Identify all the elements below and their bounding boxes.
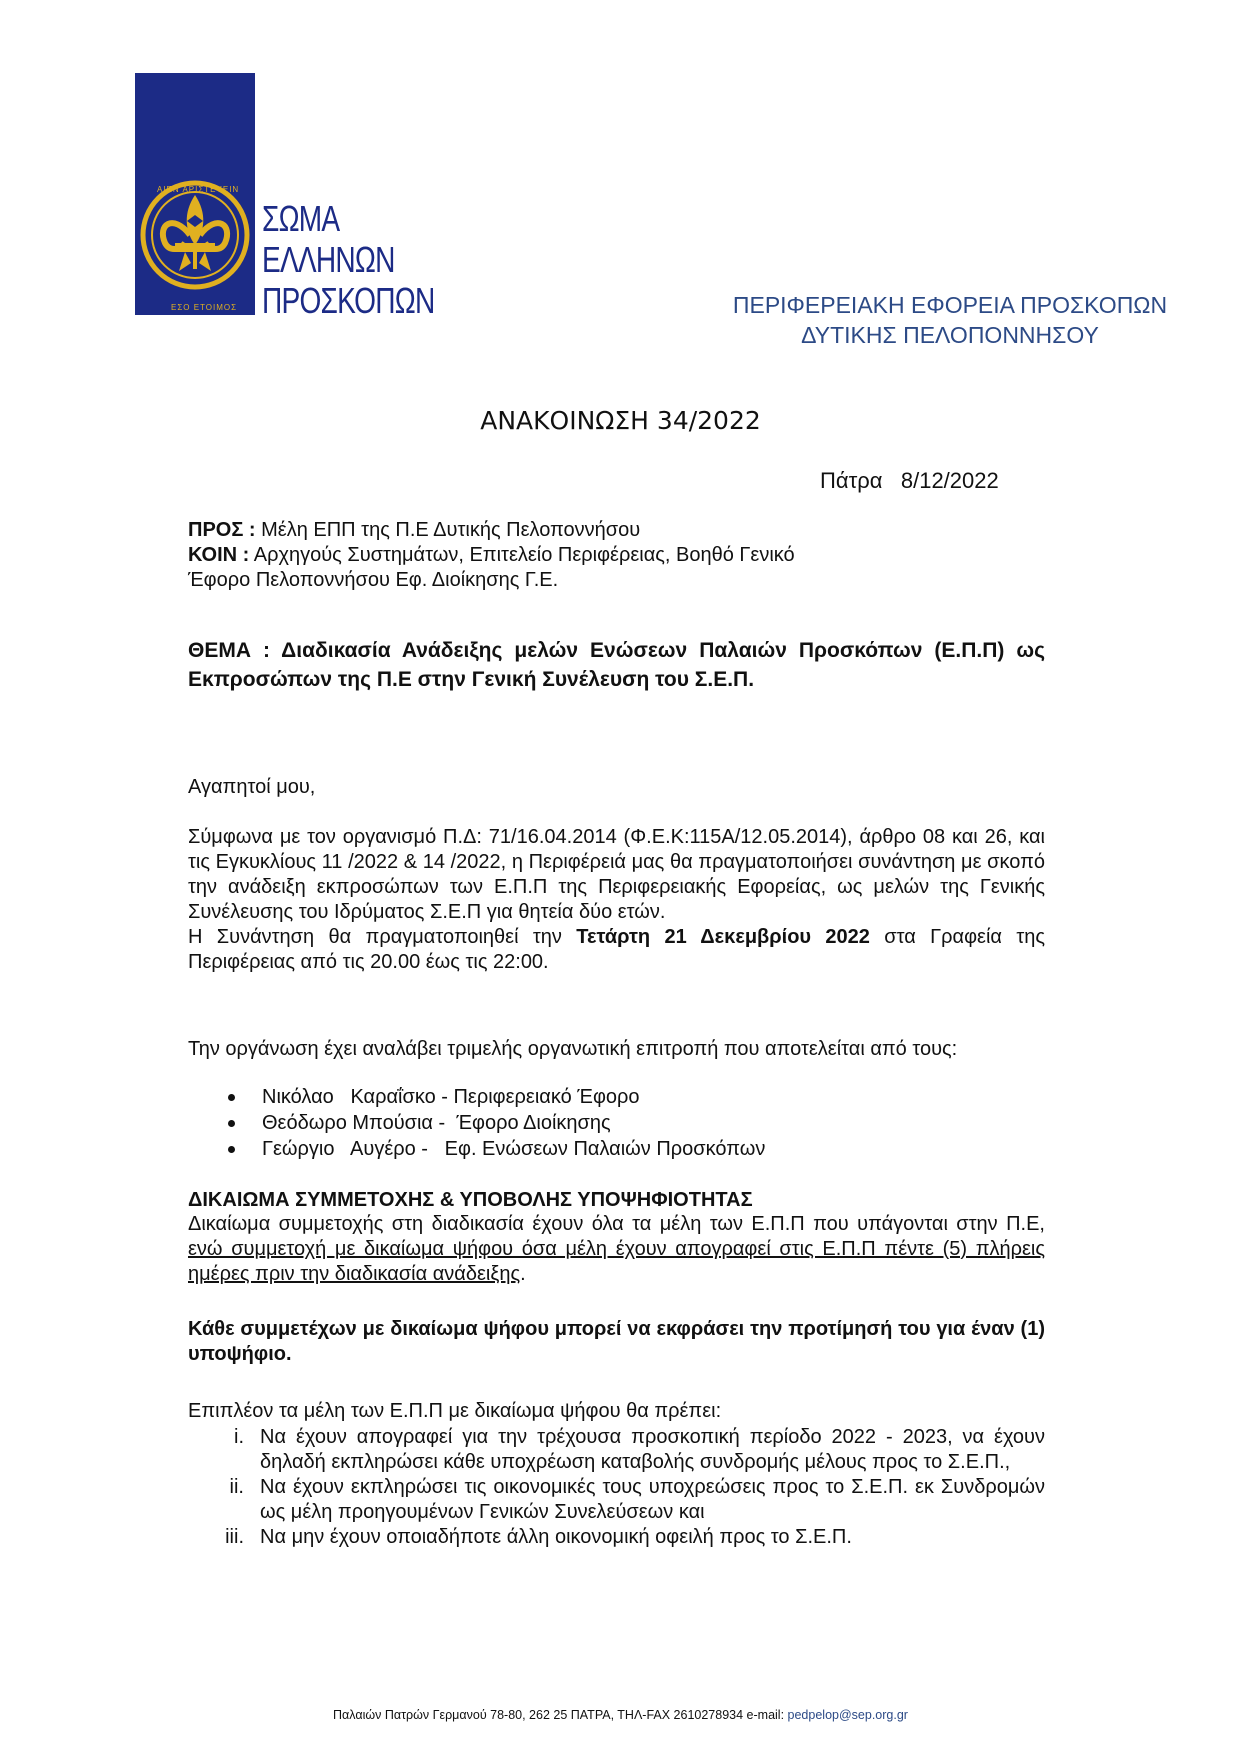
bullet-icon [228, 1120, 235, 1127]
greeting: Αγαπητοί μου, [188, 776, 316, 798]
logo-line-2: ΕΛΛΗΝΩΝ [262, 239, 395, 280]
logo-motto-bottom: ΕΣΟ ΕΤΟΙΜΟΣ [171, 303, 238, 312]
document-date: Πάτρα 8/12/2022 [820, 468, 999, 493]
paragraph-meeting-text-c: στα Γραφεία της Περιφέρειας από τις 20.00 έως τις 22:00. [188, 926, 1045, 973]
recipient-to-label: ΠΡΟΣ : [188, 519, 256, 541]
footer-address: Παλαιών Πατρών Γερμανού 78-80, 262 25 ΠΑΤΡΑ, ΤΗΛ-FAX 2610278934 e-mail: [333, 1708, 788, 1722]
committee-list [228, 1084, 765, 1162]
paragraph-committee: Την οργάνωση έχει αναλάβει τριμελής οργανωτική επιτροπή που αποτελείται από τους: [188, 1038, 958, 1060]
recipient-cc-label: ΚΟΙΝ : [188, 544, 250, 566]
recipient-to-row [188, 518, 1045, 543]
list-number: ii. [229, 1476, 244, 1498]
requirement-text: Να έχουν απογραφεί για την τρέχουσα προσκοπική περίοδο 2022 - 2023, να έχουν δηλαδή εκπληρώσει κάθε υποχρέωση καταβολής συνδρομής μέλους προς το Σ.Ε.Π., [260, 1426, 1045, 1473]
requirement-text: Να έχουν εκπληρώσει τις οικονομικές τους υποχρεώσεις προς το Σ.Ε.Π. εκ Συνδρομών ως μέλη προηγουμένων Γενικών Συνελεύσεων και [260, 1476, 1045, 1523]
logo-line-3: ΠΡΟΣΚΟΠΩΝ [262, 280, 435, 321]
fleur-de-lis-icon [135, 173, 255, 313]
announcement-title: ΑΝΑΚΟΙΝΩΣΗ 34/2022 [480, 406, 761, 435]
footer-email-link[interactable]: pedpelop@sep.org.gr [787, 1708, 908, 1722]
footer-contact [0, 1708, 1241, 1722]
recipient-cc-text: Αρχηγούς Συστημάτων, Επιτελείο Περιφέρειας, Βοηθό Γενικό [253, 544, 795, 566]
rights-text-end: . [520, 1263, 526, 1285]
paragraph-meeting-text-a: Σύμφωνα με τον οργανισμό Π.Δ: 71/16.04.2014 (Φ.Ε.Κ:115Α/12.05.2014), άρθρο 08 και 26, και τις Εγκυκλίους 11 /2022 & 14 /2022, η Περιφέρειά μας θα πραγματοποιήσει συνάντηση με σκοπό την ανάδειξη εκπροσώπων των Ε.Π.Π της Περιφερειακής Εφορείας, ως μελών της Γενικής Συνέλευσης του Ιδρύματος Σ.Ε.Π για θητεία δύο ετών. [188, 826, 1045, 923]
scout-logo [135, 73, 255, 315]
organization-header [700, 290, 1200, 350]
organization-line-2: ΔΥΤΙΚΗΣ ΠΕΛΟΠΟΝΝΗΣΟΥ [801, 322, 1099, 348]
rights-paragraph [188, 1212, 1045, 1287]
rights-underlined-text: ενώ συμμετοχή με δικαίωμα ψήφου όσα μέλη έχουν απογραφεί στις Ε.Π.Π πέντε (5) πλήρεις ημέρες πριν την διαδικασία ανάδειξης [188, 1238, 1045, 1285]
committee-member: Γεώργιο Αυγέρο - Εφ. Ενώσεων Παλαιών Προσκόπων [262, 1138, 766, 1160]
rights-text: Δικαίωμα συμμετοχής στη διαδικασία έχουν όλα τα μέλη των Ε.Π.Π που υπάγονται στην Π.Ε, [188, 1213, 1045, 1235]
logo-line-1: ΣΩΜΑ [262, 198, 340, 239]
committee-member: Νικόλαο Καραΐσκο - Περιφερειακό Έφορο [262, 1086, 640, 1108]
paragraph-meeting [188, 825, 1045, 975]
meeting-date-bold: Τετάρτη 21 Δεκεμβρίου 2022 [576, 926, 870, 948]
rights-heading: ΔΙΚΑΙΩΜΑ ΣΥΜΜΕΤΟΧΗΣ & ΥΠΟΒΟΛΗΣ ΥΠΟΨΗΦΙΟΤΗΤΑΣ [188, 1189, 753, 1211]
requirements-intro: Επιπλέον τα μέλη των Ε.Π.Π με δικαίωμα ψήφου θα πρέπει: [188, 1400, 722, 1422]
list-item [188, 1475, 1045, 1525]
requirement-text: Να μην έχουν οποιαδήποτε άλλη οικονομική οφειλή προς το Σ.Ε.Π. [260, 1526, 852, 1548]
list-number: i. [234, 1426, 244, 1448]
recipient-to-text: Μέλη ΕΠΠ της Π.Ε Δυτικής Πελοποννήσου [261, 519, 641, 541]
recipient-cc-text-2: Έφορο Πελοποννήσου Εφ. Διοίκησης Γ.Ε. [188, 569, 559, 591]
logo-motto-top: ΑΙΕΝ ΑΡΙΣΤΕΥΕΙΝ [157, 185, 240, 194]
list-item [188, 1525, 1045, 1550]
list-item [228, 1084, 765, 1110]
bullet-icon [228, 1146, 235, 1153]
list-number: iii. [225, 1526, 244, 1548]
paragraph-meeting-text-b: Η Συνάντηση θα πραγματοποιηθεί την [188, 926, 577, 948]
vote-note: Κάθε συμμετέχων με δικαίωμα ψήφου μπορεί να εκφράσει την προτίμησή του για έναν (1) υποψήφιο. [188, 1318, 1045, 1365]
committee-member: Θεόδωρο Μπούσια - Έφορο Διοίκησης [262, 1112, 611, 1134]
bullet-icon [228, 1094, 235, 1101]
organization-line-1: ΠΕΡΙΦΕΡΕΙΑΚΗ ΕΦΟΡΕΙΑ ΠΡΟΣΚΟΠΩΝ [732, 292, 1168, 318]
subject-line: ΘΕΜΑ : Διαδικασία Ανάδειξης μελών Ενώσεων Παλαιών Προσκόπων (Ε.Π.Π) ως Εκπροσώπων της Π.Ε στην Γενική Συνέλευση του Σ.Ε.Π. [188, 639, 1045, 691]
list-item [228, 1110, 765, 1136]
recipients-block [188, 518, 1045, 593]
recipient-cc-row [188, 543, 1045, 568]
list-item [228, 1136, 765, 1162]
logo-wordmark [262, 198, 435, 321]
list-item [188, 1425, 1045, 1475]
requirements-list [188, 1425, 1045, 1550]
